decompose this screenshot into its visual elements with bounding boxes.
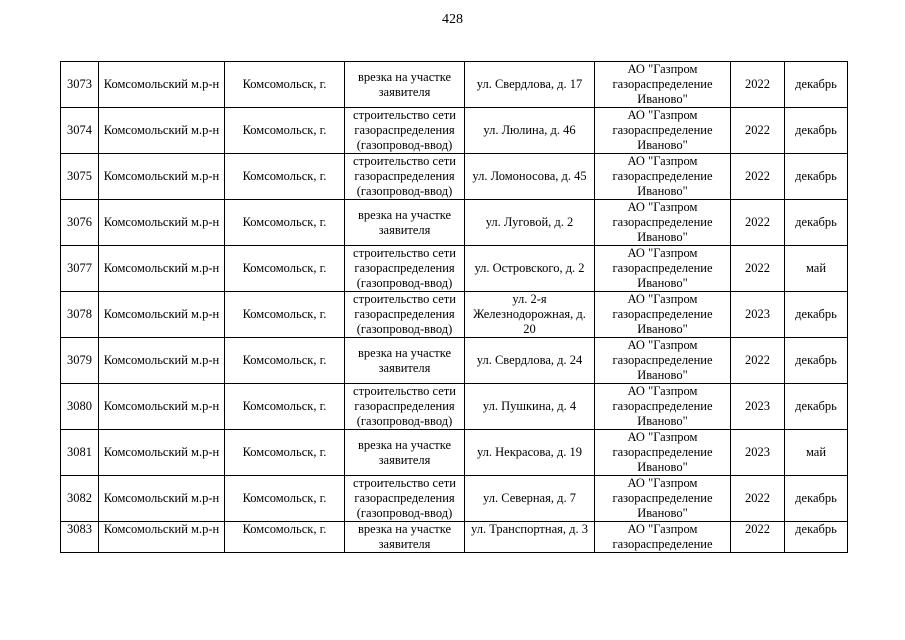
year-cell: [731, 338, 785, 384]
work-type-cell: [345, 522, 465, 553]
district-cell: [99, 338, 225, 384]
address-cell-text: ул. Транспортная, д. 3: [471, 522, 588, 536]
month-cell-text: декабрь: [795, 491, 837, 505]
month-cell-text: декабрь: [795, 77, 837, 91]
address-cell-text: ул. Некрасова, д. 19: [476, 445, 583, 459]
organization-cell: [595, 430, 731, 476]
organization-cell: [595, 154, 731, 200]
locality-cell: [225, 522, 345, 553]
year-cell-text: 2023: [745, 445, 770, 459]
locality-cell: [225, 384, 345, 430]
year-cell-text: 2022: [745, 169, 770, 183]
district-cell-text: Комсомольский м.р-н: [103, 445, 220, 459]
month-cell: [785, 154, 848, 200]
locality-cell: [225, 246, 345, 292]
organization-cell-text: АО "Газпром газораспределение Иваново": [612, 292, 713, 336]
organization-cell: [595, 108, 731, 154]
row-number-cell-text: 3080: [67, 399, 92, 413]
work-type-cell-text: строительство сети газораспределения (газопровод-ввод): [353, 476, 456, 520]
district-cell-text: Комсомольский м.р-н: [103, 77, 220, 91]
locality-cell-text: Комсомольск, г.: [242, 169, 327, 183]
month-cell: [785, 430, 848, 476]
district-cell: [99, 108, 225, 154]
year-cell: [731, 384, 785, 430]
row-number-cell: [61, 338, 99, 384]
organization-cell: [595, 476, 731, 522]
address-cell-text: ул. Пушкина, д. 4: [482, 399, 577, 413]
row-number-cell: [61, 384, 99, 430]
locality-cell-text: Комсомольск, г.: [242, 399, 327, 413]
row-number-cell: [61, 154, 99, 200]
year-cell-text: 2022: [745, 123, 770, 137]
address-cell: [465, 246, 595, 292]
table-row: [61, 430, 848, 476]
locality-cell: [225, 292, 345, 338]
locality-cell: [225, 338, 345, 384]
address-cell: [465, 384, 595, 430]
table-row: [61, 384, 848, 430]
organization-cell: [595, 338, 731, 384]
organization-cell-text: АО "Газпром газораспределение Иваново": [612, 384, 713, 428]
row-number-cell: [61, 522, 99, 553]
organization-cell-text: АО "Газпром газораспределение Иваново": [612, 154, 713, 198]
organization-cell-text: АО "Газпром газораспределение Иваново": [612, 108, 713, 152]
organization-cell: [595, 62, 731, 108]
work-type-cell-text: врезка на участке заявителя: [357, 437, 452, 467]
work-type-cell: [345, 292, 465, 338]
row-number-cell-text: 3083: [67, 522, 92, 536]
organization-cell-text: АО "Газпром газораспределение Иваново": [612, 476, 713, 520]
month-cell: [785, 338, 848, 384]
district-cell-text: Комсомольский м.р-н: [103, 491, 220, 505]
row-number-cell-text: 3077: [67, 261, 92, 275]
year-cell: [731, 154, 785, 200]
work-type-cell-text: строительство сети газораспределения (газопровод-ввод): [353, 384, 456, 428]
year-cell: [731, 108, 785, 154]
month-cell: [785, 246, 848, 292]
year-cell: [731, 200, 785, 246]
year-cell-text: 2023: [745, 307, 770, 321]
table-row: [61, 522, 848, 553]
locality-cell: [225, 108, 345, 154]
table-row: [61, 200, 848, 246]
district-cell: [99, 384, 225, 430]
district-cell-text: Комсомольский м.р-н: [103, 261, 220, 275]
locality-cell-text: Комсомольск, г.: [242, 77, 327, 91]
work-type-cell-text: строительство сети газораспределения (газопровод-ввод): [353, 154, 456, 198]
locality-cell: [225, 62, 345, 108]
locality-cell-text: Комсомольск, г.: [242, 307, 327, 321]
work-type-cell-text: врезка на участке заявителя: [357, 345, 452, 375]
district-cell-text: Комсомольский м.р-н: [103, 307, 220, 321]
work-type-cell-text: врезка на участке заявителя: [357, 207, 452, 237]
month-cell: [785, 62, 848, 108]
locality-cell: [225, 430, 345, 476]
organization-cell-text: АО "Газпром газораспределение: [612, 522, 713, 551]
organization-cell: [595, 246, 731, 292]
organization-cell: [595, 384, 731, 430]
address-cell-text: ул. Островского, д. 2: [474, 261, 585, 275]
year-cell: [731, 476, 785, 522]
locality-cell-text: Комсомольск, г.: [242, 215, 327, 229]
district-cell: [99, 154, 225, 200]
year-cell-text: 2022: [745, 522, 770, 536]
row-number-cell: [61, 200, 99, 246]
month-cell-text: май: [805, 445, 827, 459]
organization-cell: [595, 522, 731, 553]
year-cell: [731, 292, 785, 338]
month-cell-text: май: [805, 261, 827, 275]
address-cell: [465, 292, 595, 338]
table-body: [61, 62, 848, 553]
month-cell-text: декабрь: [795, 215, 837, 229]
row-number-cell: [61, 246, 99, 292]
district-cell-text: Комсомольский м.р-н: [103, 522, 220, 536]
row-number-cell-text: 3081: [67, 445, 92, 459]
address-cell-text: ул. Луговой, д. 2: [485, 215, 574, 229]
address-cell: [465, 200, 595, 246]
district-cell-text: Комсомольский м.р-н: [103, 215, 220, 229]
district-cell: [99, 200, 225, 246]
locality-cell: [225, 476, 345, 522]
address-cell: [465, 108, 595, 154]
year-cell-text: 2022: [745, 77, 770, 91]
year-cell-text: 2022: [745, 215, 770, 229]
year-cell: [731, 522, 785, 553]
district-cell: [99, 476, 225, 522]
district-cell: [99, 430, 225, 476]
district-cell-text: Комсомольский м.р-н: [103, 169, 220, 183]
row-number-cell-text: 3079: [67, 353, 92, 367]
address-cell: [465, 154, 595, 200]
address-cell-text: ул. Свердлова, д. 17: [476, 77, 583, 91]
district-cell: [99, 62, 225, 108]
row-number-cell: [61, 476, 99, 522]
organization-cell-text: АО "Газпром газораспределение Иваново": [612, 338, 713, 382]
month-cell-text: декабрь: [795, 123, 837, 137]
year-cell: [731, 246, 785, 292]
address-cell: [465, 430, 595, 476]
page-number: 428: [442, 12, 463, 27]
month-cell: [785, 476, 848, 522]
row-number-cell-text: 3082: [67, 491, 92, 505]
month-cell: [785, 108, 848, 154]
work-type-cell-text: врезка на участке заявителя: [357, 522, 452, 551]
address-cell: [465, 476, 595, 522]
table-row: [61, 476, 848, 522]
work-type-cell-text: врезка на участке заявителя: [357, 69, 452, 99]
table-row: [61, 292, 848, 338]
work-type-cell-text: строительство сети газораспределения (газопровод-ввод): [353, 108, 456, 152]
organization-cell-text: АО "Газпром газораспределение Иваново": [612, 246, 713, 290]
work-type-cell: [345, 338, 465, 384]
district-cell-text: Комсомольский м.р-н: [103, 353, 220, 367]
row-number-cell-text: 3074: [67, 123, 92, 137]
locality-cell-text: Комсомольск, г.: [242, 491, 327, 505]
address-cell: [465, 62, 595, 108]
row-number-cell: [61, 108, 99, 154]
organization-cell-text: АО "Газпром газораспределение Иваново": [612, 430, 713, 474]
district-cell-text: Комсомольский м.р-н: [103, 399, 220, 413]
table-row: [61, 62, 848, 108]
year-cell-text: 2022: [745, 353, 770, 367]
work-type-cell: [345, 62, 465, 108]
locality-cell-text: Комсомольск, г.: [242, 445, 327, 459]
district-cell-text: Комсомольский м.р-н: [103, 123, 220, 137]
table-row: [61, 108, 848, 154]
organization-cell: [595, 292, 731, 338]
row-number-cell: [61, 292, 99, 338]
month-cell: [785, 384, 848, 430]
address-cell: [465, 522, 595, 553]
organization-cell-text: АО "Газпром газораспределение Иваново": [612, 200, 713, 244]
work-type-cell: [345, 246, 465, 292]
month-cell-text: декабрь: [795, 307, 837, 321]
row-number-cell-text: 3073: [67, 77, 92, 91]
table-row: [61, 154, 848, 200]
month-cell-text: декабрь: [795, 169, 837, 183]
work-type-cell: [345, 384, 465, 430]
month-cell-text: декабрь: [795, 399, 837, 413]
gasification-table: [60, 61, 848, 553]
work-type-cell: [345, 154, 465, 200]
locality-cell-text: Комсомольск, г.: [242, 522, 327, 536]
organization-cell: [595, 200, 731, 246]
district-cell: [99, 246, 225, 292]
address-cell-text: ул. Свердлова, д. 24: [476, 353, 583, 367]
row-number-cell-text: 3076: [67, 215, 92, 229]
row-number-cell: [61, 430, 99, 476]
district-cell: [99, 292, 225, 338]
year-cell-text: 2023: [745, 399, 770, 413]
work-type-cell: [345, 476, 465, 522]
work-type-cell-text: строительство сети газораспределения (газопровод-ввод): [353, 292, 456, 336]
row-number-cell-text: 3078: [67, 307, 92, 321]
locality-cell-text: Комсомольск, г.: [242, 123, 327, 137]
address-cell-text: ул. Северная, д. 7: [483, 491, 576, 505]
address-cell-text: ул. 2-я Железнодорожная, д. 20: [473, 292, 586, 336]
address-cell-text: ул. Ломоносова, д. 45: [472, 169, 587, 183]
organization-cell-text: АО "Газпром газораспределение Иваново": [612, 62, 713, 106]
work-type-cell: [345, 430, 465, 476]
table-row: [61, 246, 848, 292]
month-cell-text: декабрь: [795, 522, 837, 536]
year-cell-text: 2022: [745, 491, 770, 505]
locality-cell: [225, 154, 345, 200]
work-type-cell: [345, 108, 465, 154]
year-cell: [731, 62, 785, 108]
month-cell: [785, 292, 848, 338]
year-cell-text: 2022: [745, 261, 770, 275]
locality-cell-text: Комсомольск, г.: [242, 353, 327, 367]
address-cell: [465, 338, 595, 384]
locality-cell-text: Комсомольск, г.: [242, 261, 327, 275]
row-number-cell: [61, 62, 99, 108]
locality-cell: [225, 200, 345, 246]
month-cell: [785, 522, 848, 553]
district-cell: [99, 522, 225, 553]
month-cell-text: декабрь: [795, 353, 837, 367]
work-type-cell: [345, 200, 465, 246]
table-row: [61, 338, 848, 384]
row-number-cell-text: 3075: [67, 169, 92, 183]
work-type-cell-text: строительство сети газораспределения (газопровод-ввод): [353, 246, 456, 290]
address-cell-text: ул. Люлина, д. 46: [483, 123, 576, 137]
year-cell: [731, 430, 785, 476]
month-cell: [785, 200, 848, 246]
